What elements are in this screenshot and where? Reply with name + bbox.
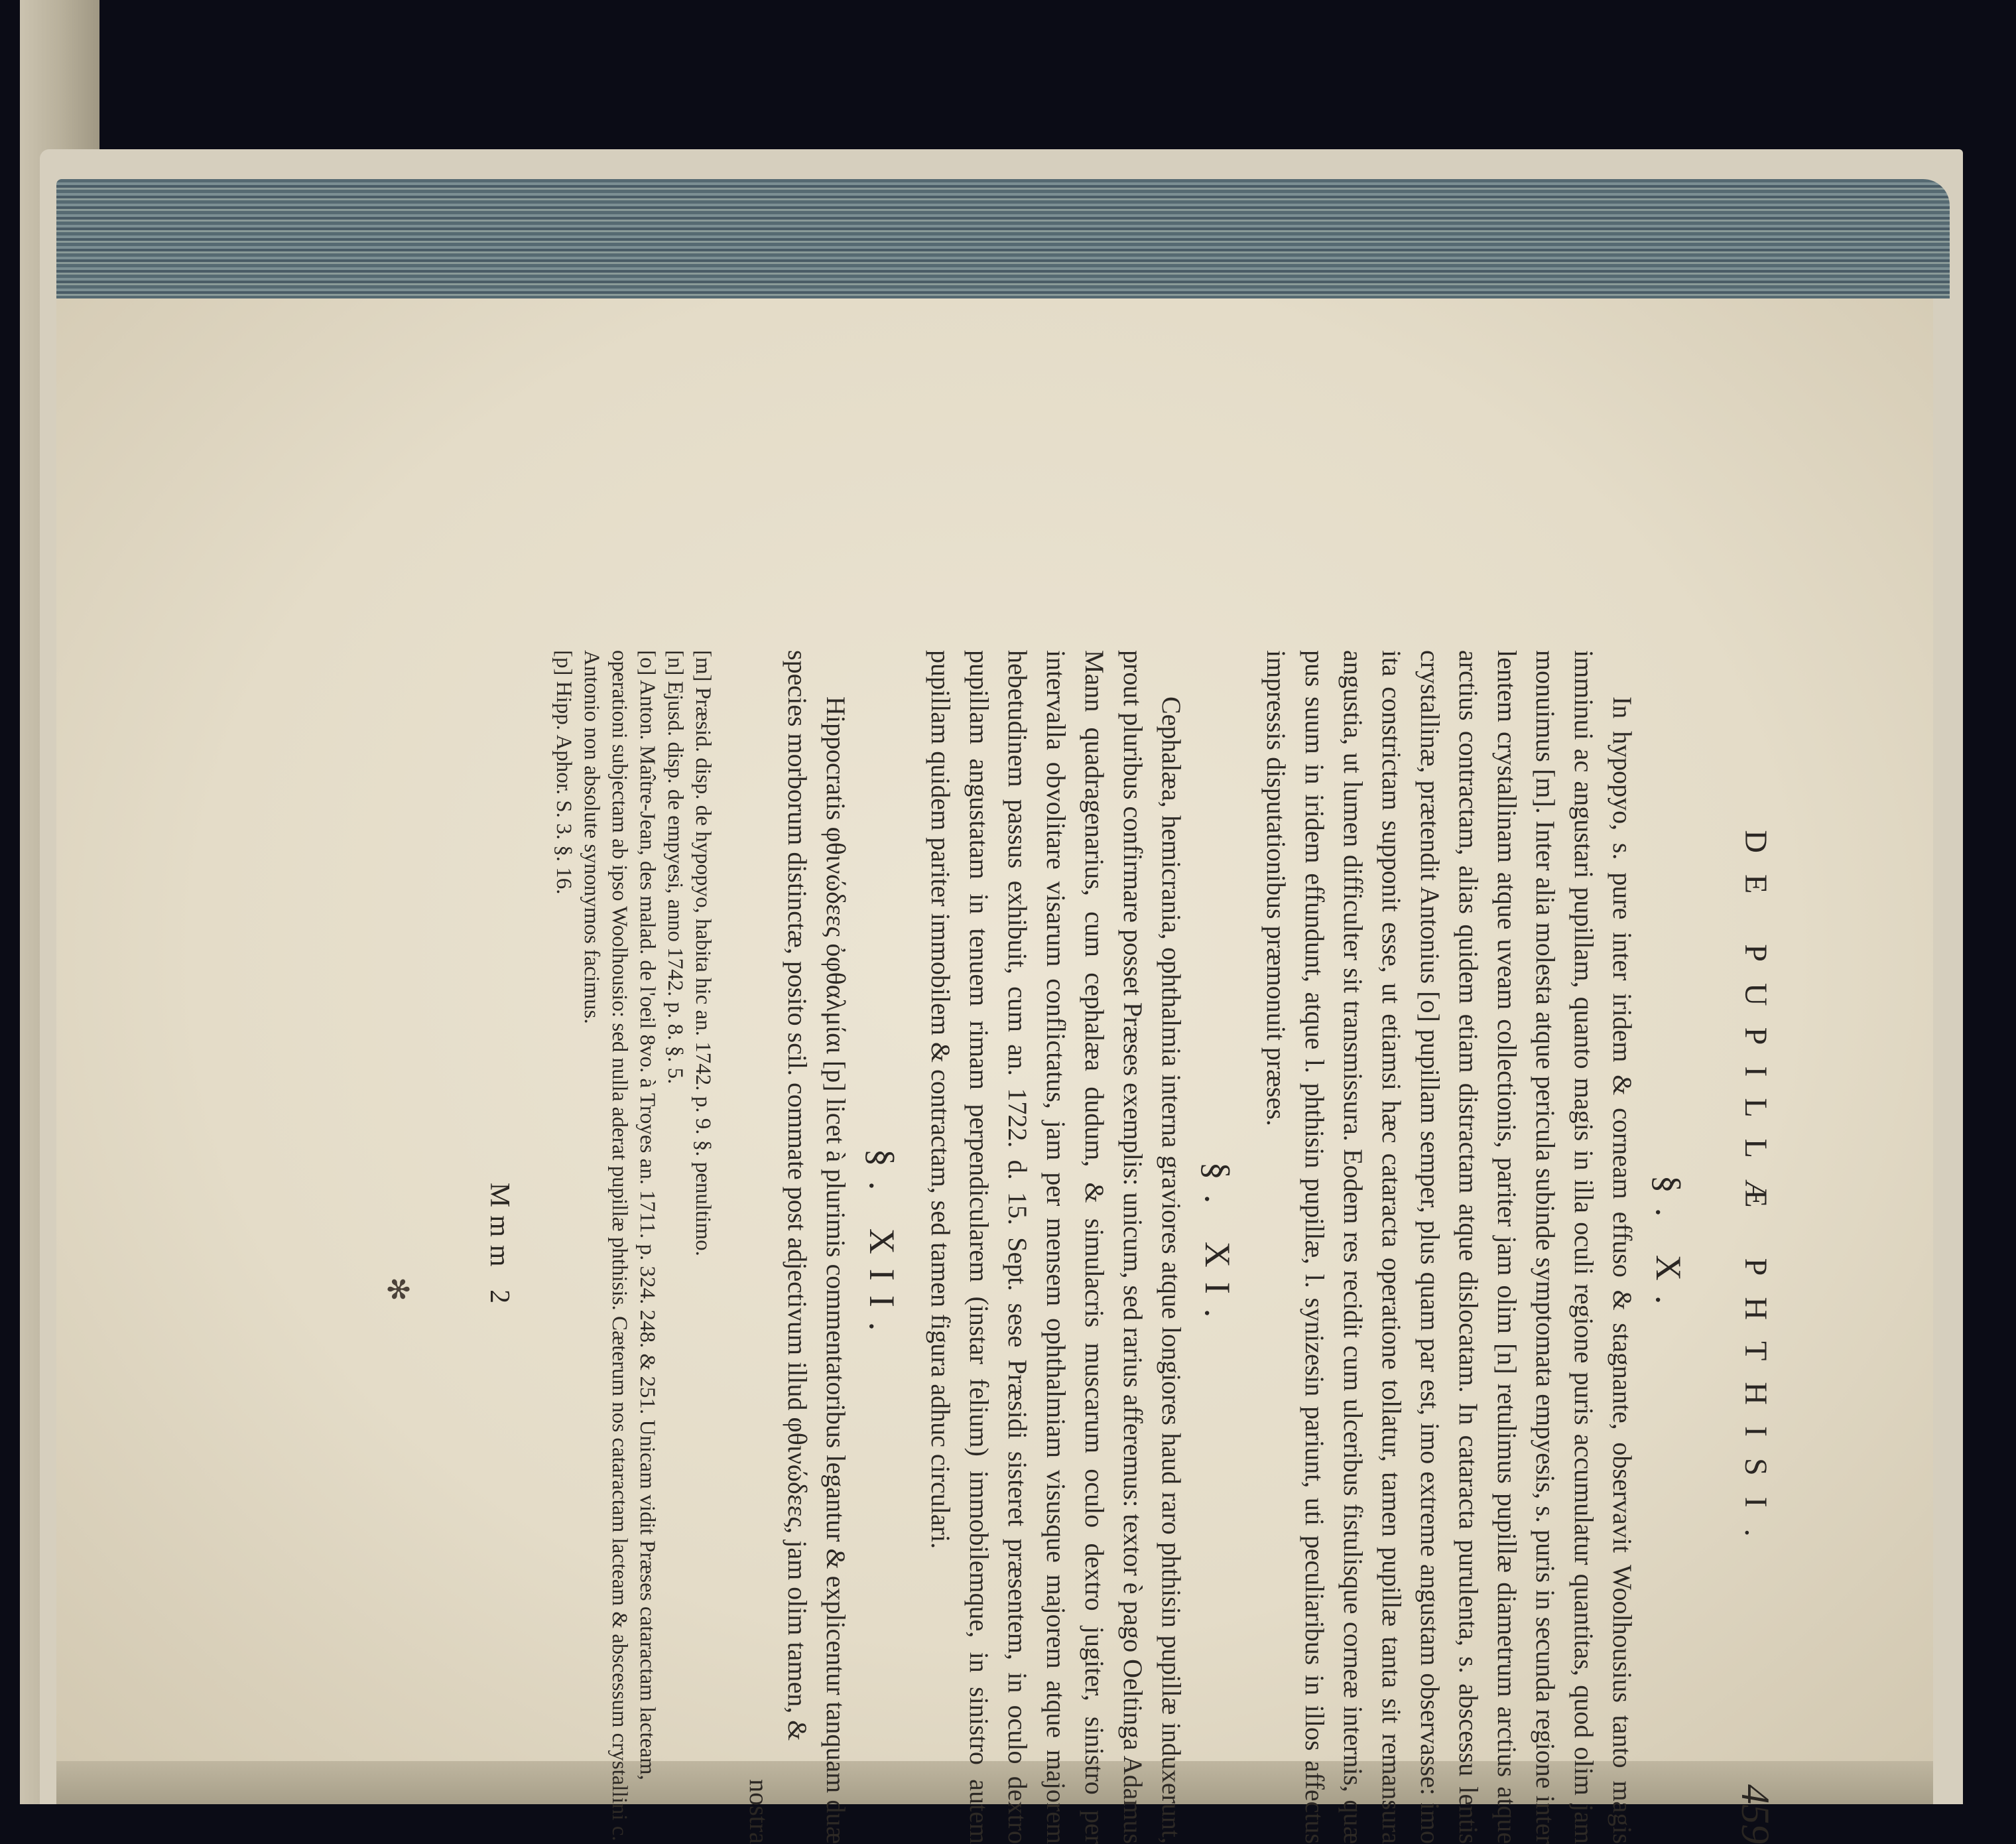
text-block <box>483 650 1787 1844</box>
section-heading-xi: §. XI. <box>1198 1161 1237 1333</box>
running-head: DE PUPILLÆ PHTHISI. <box>1738 830 1773 1558</box>
section-heading-xii: §. XII. <box>862 1148 902 1346</box>
page-text-rotated <box>56 298 1933 1844</box>
section-text-xi: Cephalæa, hemicrania, ophthalmia interna graviores atque longiores haud raro phthisin pupillæ induxerunt, prout pluribus confirmare posset Præses exemplis: unicum, sed rarius afferemus: textor è pago Oeltinga Adamus Mann quadragenarius, cum cephalæa dudum, & simulacris muscarum oculo dextro jugiter, sinistro per intervalla obvolitare visarum conflictatus, jam per mensem ophthalmiam visusque majorem atque majorem hebetudinem passus exhibuit, cum an. 1722. d. 15. Sept. sese Præsidi sisteret præsentem, in oculo dextro pupillam angustatam in tenuem rimam perpendicularem (instar felium) immobilemque, in sinistro autem pupillam quidem pariter immobilem & contractam, sed tamen figura adhuc circulari. <box>926 650 1186 1844</box>
footnote-p: [p] Hipp. Aphor. S. 3. §. 16. <box>552 650 576 895</box>
footnote-o: [o] Anton. Maître-Jean, des malad. de l'oeil 8vo. à Troyes an. 1711. p. 324. 248. & 251. Unicam vidit Præses cataractam lacteam, operationi subjectam ab ipso Woolhousio: sed nulla aderat pupillæ phthisis. Cæterum nos cataractam lacteam & abscessum crystallini c. Antonio non absolute synonymos facimus. <box>580 650 659 1841</box>
footnote-m: [m] Præsid. disp. de hypopyo, habita hic an. 1742. p. 9. §. penultimo. <box>691 650 715 1256</box>
footnotes <box>550 650 717 1844</box>
footnote-n: [n] Ejusd. disp. de empyesi, anno 1742. p. 8. §. 5. <box>663 650 687 1085</box>
section-heading-x: §. X. <box>1649 1175 1688 1319</box>
header <box>1708 650 1787 1844</box>
catchword: nostra <box>744 1779 774 1844</box>
section-text-x: In hypopyo, s. pure inter iridem & corneam effuso & stagnante, observavit Woolhousius tanto magis imminui ac angustari pupillam, quanto magis in illa oculi regione puris accumulatur quantitas, quod olim jam monuimus [m]. Inter alia molesta atque pericula subinde symptomata empyesis, s. puris in secunda regione inter lentem crystallinam atque uveam collectionis, pariter jam olim [n] retulimus pupillæ diametrum arctius atque arctius contractam, alias quidem etiam distractam atque dislocatam. In cataracta purulenta, s. abscessu lentis crystallinæ, prætendit Antonius [o] pupillam semper, plus quam par est, imo extreme angustam observasse: imo ita constrictam supponit esse, ut etiamsi hæc cataracta operatione tollatur, tamen pupillæ tanta sit remansura angustia, ut lumen difficulter sit transmissura. Eodem res recidit cum ulceribus fistulisque corneæ internis, quæ pus suum in iridem effundunt, atque l. phthisin pupillæ, l. synizesin pariunt, uti peculiaribus in illos affectus impressis disputationibus præmonuit præses. <box>1261 650 1637 1844</box>
signature-mark: Mmm 2 <box>484 1182 515 1312</box>
page-edges <box>56 179 1950 298</box>
page-number: 459 <box>1733 1784 1777 1844</box>
ink-flourish-icon: ✻ <box>381 1277 414 1301</box>
section-text-xii: Hippocratis φθινώδεες ὀφθαλμίαι [p] licet à plurimis commentatoribus legantur & explicentur tanquam duæ species morborum distinctæ, posito scil. commate post adjectivum illud φθινώδεες, jam olim tamen, & <box>783 650 851 1844</box>
